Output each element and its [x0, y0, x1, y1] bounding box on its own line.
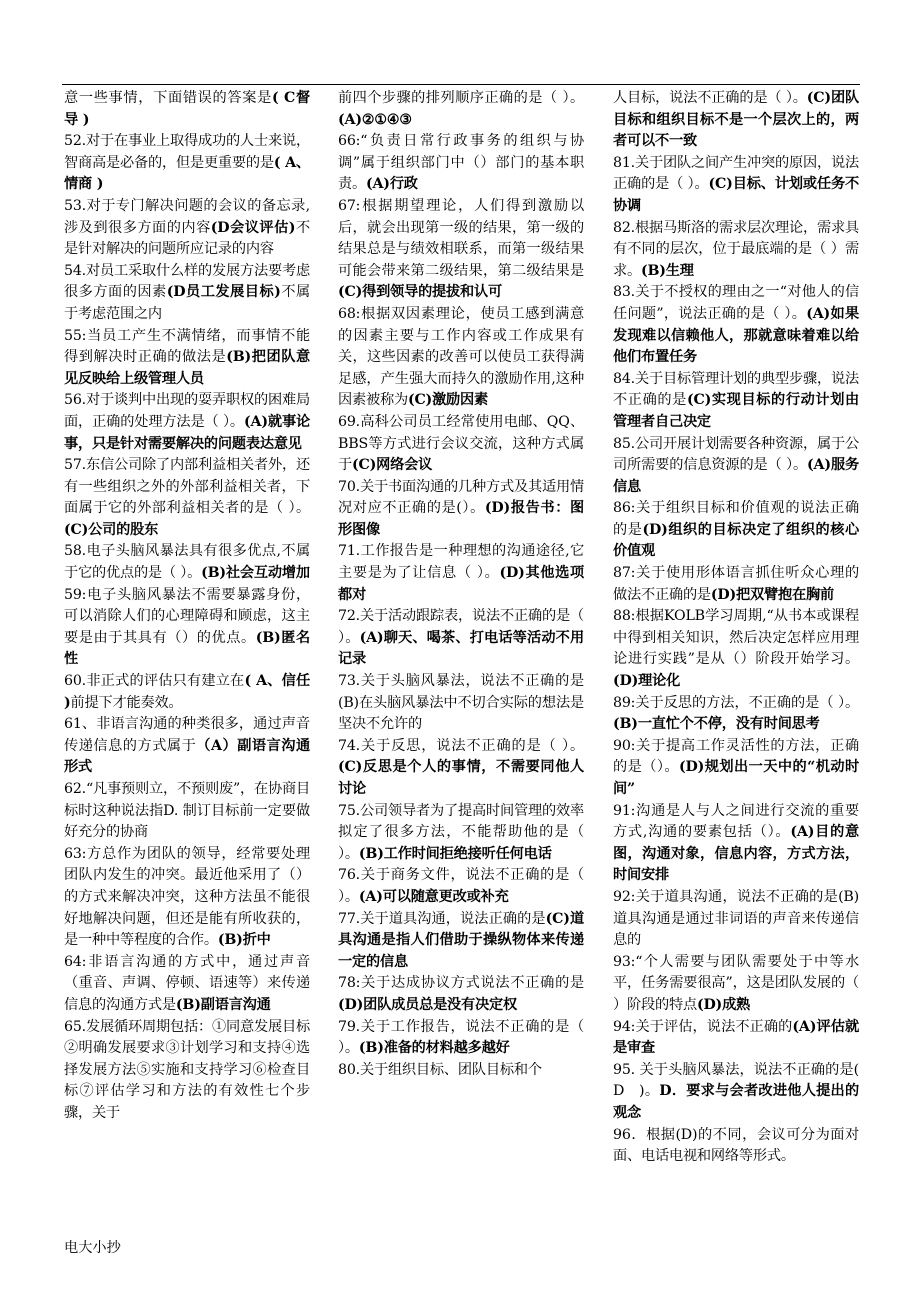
- question-item: [64, 541, 310, 584]
- answer-text: (A)聊天、喝茶、打电话等活动不用记录: [338, 629, 584, 668]
- question-text: 87:关于使用形体语言抓住听众心理的做法不正确的是: [613, 565, 859, 603]
- question-item: [613, 801, 859, 887]
- question-item: [338, 736, 584, 801]
- question-text: 89:关于反思的方法，不正确的是（ ）。: [613, 694, 859, 711]
- question-item: [338, 973, 584, 1016]
- question-text: 73.关于头脑风暴法，说法不正确的是(B)在头脑风暴法中不切合实际的想法是坚决不允许的: [338, 673, 584, 733]
- answer-text: (D会议评估): [210, 219, 296, 236]
- answer-text: (D员工发展目标): [166, 284, 281, 301]
- question-text: 52.对于在事业上取得成功的人士来说，智商高是必备的，但是更重要的是: [64, 133, 310, 171]
- question-item: [338, 865, 584, 908]
- question-text: 83.关于不授权的理由之一“对他人的信任问题”，说法正确的是（ ）。: [613, 284, 859, 322]
- question-text: 96．根据(D)的不同，会议可分为面对面、电话电视和网络等形式。: [613, 1126, 859, 1165]
- question-item: [64, 585, 310, 671]
- question-item: [64, 671, 310, 714]
- answer-text: D．要求与会者改进他人提出的观念: [613, 1083, 859, 1121]
- answer-text: (C)团队目标和组织目标不是一个层次上的，两者可以不一致: [613, 90, 859, 150]
- answer-text: (B)一直忙个不停，没有时间思考: [613, 716, 820, 733]
- question-text: 63:方总作为团队的领导，经常要处理团队内发生的冲突。最近他采用了（）的方式来解决冲突，这种方法虽不能很好地解决问题，但还是能有所收获的，是一种中等程度的合作。: [64, 845, 310, 949]
- answer-text: (D)理论化: [613, 673, 681, 690]
- question-text: 60.非正式的评估只有建立在: [64, 673, 245, 690]
- answer-text: (A)可以随意更改或补充: [358, 888, 509, 905]
- question-item: [64, 1017, 310, 1125]
- question-item: [613, 606, 859, 692]
- answer-text: (C)公司的股东: [64, 521, 159, 538]
- question-text: 77.关于道具沟通，说法正确的是: [338, 910, 546, 927]
- question-text: 91:沟通是人与人之间进行交流的重要方式,沟通的要素包括（）。: [613, 802, 859, 841]
- answer-text: (C)激励因素: [407, 392, 489, 409]
- question-item: [338, 1017, 584, 1060]
- question-item: [613, 282, 859, 368]
- question-item: [64, 844, 310, 952]
- question-item: [338, 671, 584, 736]
- question-item: [338, 477, 584, 542]
- answer-text: (C)目标、计划或任务不协调: [613, 176, 859, 214]
- question-text: 66:“负责日常行政事务的组织与协调”属于组织部门中（）部门的基本职责。: [338, 133, 584, 193]
- question-item: [338, 196, 584, 304]
- question-text: 67:根据期望理论，人们得到激励以后，就会出现第一级的结果，第一级的结果总是与绩效相联系，而第一级结果可能会带来第二级结果，第二级结果是: [338, 197, 584, 279]
- question-text: 90:关于提高工作灵活性的方法，正确的是（）。: [613, 737, 859, 776]
- answer-text: (D)成熟: [696, 996, 751, 1013]
- answer-text: (A)评估就是审查: [613, 1018, 859, 1057]
- question-text: 79.关于工作报告，说法不正确的是（ ）。: [338, 1018, 584, 1057]
- question-text: 56.对于谈判中出现的耍弄职权的困难局面，正确的处理方法是（ ）。: [64, 392, 310, 430]
- question-item: [613, 952, 859, 1017]
- question-item: [64, 196, 310, 261]
- question-text: 71.工作报告是一种理想的沟通途径,它主要是为了让信息（ ）。: [338, 543, 584, 582]
- question-text: 85.公司开展计划需要各种资源，属于公司所需要的信息资源的是（ ）。: [613, 435, 859, 474]
- question-text: 76.关于商务文件，说法不正确的是（ ）。: [338, 867, 584, 905]
- column-3: [613, 88, 873, 1168]
- question-item: [338, 801, 584, 866]
- question-item: [338, 304, 584, 412]
- answer-text: (A)目的意图，沟通对象，信息内容，方式方法，时间安排: [613, 824, 860, 884]
- question-text: 59:电子头脑风暴法不需要暴露身份，可以消除人们的心理障碍和顾虑，这主要是由于其具有（）的优点。: [64, 586, 310, 646]
- answer-text: ( A、情商 ): [64, 154, 310, 193]
- question-text: 75.公司领导者为了提高时间管理的效率拟定了很多方法，不能帮助他的是（ ）。: [338, 802, 584, 862]
- question-text: 55:当员工产生不满情绪，而事情不能得到解决时正确的做法是: [64, 327, 310, 366]
- question-text: 84.关于目标管理计划的典型步骤，说法不正确的是: [613, 370, 859, 409]
- answer-text: (D)报告书：图形图像: [338, 500, 584, 538]
- answer-text: （A）副语言沟通形式: [64, 737, 310, 776]
- question-text: 93:“个人需要与团队需要处于中等水平，任务需要很高”，这是团队发展的（ ）阶段的特点: [613, 953, 859, 1013]
- question-item: [64, 131, 310, 196]
- question-text: 53.对于专门解决问题的会议的备忘录,涉及到很多方面的内容: [64, 197, 310, 236]
- question-text-tail: 不是针对解决的问题所应记录的内容: [64, 219, 310, 258]
- question-text: 68:根据双因素理论，使员工感到满意的因素主要与工作内容或工作成果有关，这些因素的改善可以使员工获得满足感，产生强大而持久的激励作用,这种因素被称为: [338, 305, 584, 409]
- question-item: [64, 952, 310, 1017]
- question-item: [613, 736, 859, 801]
- column-1: [64, 88, 310, 1125]
- question-text: 65.发展循环周期包括：①同意发展目标②明确发展要求③计划学习和支持④选择发展方法⑤实施和支持学习⑥检查目标⑦评估学习和方法的有效性七个步骤，关于: [64, 1018, 310, 1121]
- question-item: [613, 1125, 859, 1168]
- column-2: [338, 88, 584, 1081]
- answer-text: (B)生理: [640, 262, 694, 279]
- question-text: 54.对员工采取什么样的发展方法要考虑很多方面的因素: [64, 262, 310, 301]
- question-text: 62.“凡事预则立，不预则废”，在协商目标时这种说法指D. 制订目标前一定要做好充分的协商: [64, 781, 310, 841]
- question-text: 81.关于团队之间产生冲突的原因，说法正确的是（ ）。: [613, 154, 859, 193]
- answer-text: (A)行政: [365, 176, 418, 193]
- question-text: 69.高科公司员工经常使用电邮、QQ、BBS等方式进行会议交流，这种方式属于: [338, 413, 584, 474]
- question-item: [338, 909, 584, 974]
- answer-text: (B)工作时间拒绝接听任何电话: [358, 845, 552, 862]
- answer-text: (D)团队成员总是没有决定权: [338, 996, 517, 1013]
- question-text: 58.电子头脑风暴法具有很多优点,不属于它的优点的是（ ）。: [64, 543, 310, 582]
- question-item: [613, 498, 859, 563]
- answer-text: (A)如果发现难以信赖他人，那就意味着难以给他们布置任务: [613, 305, 859, 366]
- question-item: [338, 88, 584, 131]
- question-text: 78:关于达成协议方式说法不正确的是: [338, 975, 584, 992]
- answer-text: (A)②①④③: [338, 111, 412, 128]
- question-item: [338, 606, 584, 671]
- question-item: [613, 153, 859, 218]
- question-text: 72.关于活动跟踪表，说法不正确的是（ ）。: [338, 608, 584, 646]
- question-text: 前四个步骤的排列顺序正确的是（ ）。: [338, 90, 584, 106]
- question-item: [613, 693, 859, 736]
- question-text: 92:关于道具沟通，说法不正确的是(B)道具沟通是通过非词语的声音来传递信息的: [613, 888, 859, 949]
- question-text: 94:关于评估，说法不正确的: [613, 1018, 793, 1035]
- question-item: [613, 434, 859, 499]
- answer-text: (D)其他选项都对: [338, 565, 584, 603]
- answer-text: (B)副语言沟通: [175, 996, 271, 1013]
- question-item: [613, 218, 859, 283]
- question-item: [64, 326, 310, 391]
- question-item: [64, 714, 310, 779]
- answer-text: (B)社会互动增加: [201, 565, 310, 582]
- question-item: [613, 1060, 873, 1125]
- question-item: [64, 390, 310, 455]
- answer-text: (B)匿名性: [64, 629, 310, 668]
- question-item: [613, 887, 859, 952]
- question-item: [338, 1060, 584, 1082]
- question-item: [64, 779, 310, 844]
- question-item: [613, 369, 859, 434]
- question-text: 61、非语言沟通的种类很多，通过声音传递信息的方式属于: [64, 716, 310, 754]
- question-text: 64:非语言沟通的方式中，通过声音（重音、声调、停顿、语速等）来传递信息的沟通方式是: [64, 953, 310, 1013]
- question-item: [338, 412, 584, 477]
- answer-text: (C)道具沟通是指人们借助于操纵物体来传递一定的信息: [338, 910, 584, 970]
- answer-text: (A)服务信息: [613, 457, 859, 495]
- answer-text: (D)把双臂抱在胸前: [710, 586, 834, 603]
- question-item: [64, 88, 310, 131]
- question-text: 86:关于组织目标和价值观的说法正确的是: [613, 500, 859, 538]
- question-item: [338, 541, 584, 606]
- question-item: [613, 1017, 859, 1060]
- answer-text: (C)得到领导的提拔和认可: [338, 284, 502, 301]
- answer-text: (A)就事论事，只是针对需要解决的问题表达意见: [64, 413, 310, 452]
- question-item: [613, 563, 859, 606]
- question-text: 80.关于组织目标、团队目标和个: [338, 1061, 542, 1078]
- header-rule: [62, 84, 860, 85]
- answer-text: (D)规划出一天中的“机动时间”: [613, 759, 860, 797]
- question-item: [64, 261, 310, 326]
- question-text: 意一些事情，下面错误的答案是: [64, 90, 272, 106]
- question-text: 57.东信公司除了内部利益相关者外，还有一些组织之外的外部利益相关者，下面属于它的外部利益相关者的是（ ）。: [64, 457, 310, 517]
- question-item: [338, 131, 584, 196]
- answer-text: ( C督导 ): [64, 90, 310, 128]
- question-text: 人目标，说法不正确的是（ ）。: [613, 90, 807, 106]
- footer-label: 电大小抄: [64, 1240, 121, 1256]
- answer-text: (C)反思是个人的事情，不需要同他人讨论: [338, 759, 584, 797]
- question-text: 74.关于反思，说法不正确的是（ ）。: [338, 737, 584, 754]
- answer-text: (B)把团队意见反映给上级管理人员: [64, 349, 310, 387]
- answer-text: (D)组织的目标决定了组织的核心价值观: [613, 521, 859, 560]
- question-item: [613, 88, 859, 153]
- question-text-tail: 前提下才能奏效。: [70, 694, 183, 711]
- answer-text: (B)折中: [217, 932, 271, 949]
- answer-text: ( A、信任 ): [64, 673, 310, 711]
- question-text: 70.关于书面沟通的几种方式及其适用情况对应不正确的是(）。: [338, 478, 584, 517]
- question-text: 88:根据KOLB学习周期,“从书本或课程中得到相关知识，然后决定怎样应用理论进行实践”是从（）阶段开始学习。: [613, 608, 859, 668]
- question-text-tail: 不属于考虑范围之内: [64, 284, 310, 322]
- question-text: 95. 关于头脑风暴法，说法不正确的是( D )。: [613, 1061, 873, 1100]
- question-text: 82.根据马斯洛的需求层次理论，需求具有不同的层次，位于最底端的是（ ）需求。: [613, 219, 859, 279]
- answer-text: (B)准备的材料越多越好: [358, 1040, 510, 1057]
- answer-text: (C)实现目标的行动计划由管理者自己决定: [613, 392, 859, 430]
- question-item: [64, 455, 310, 541]
- answer-text: (C)网络会议: [352, 457, 433, 474]
